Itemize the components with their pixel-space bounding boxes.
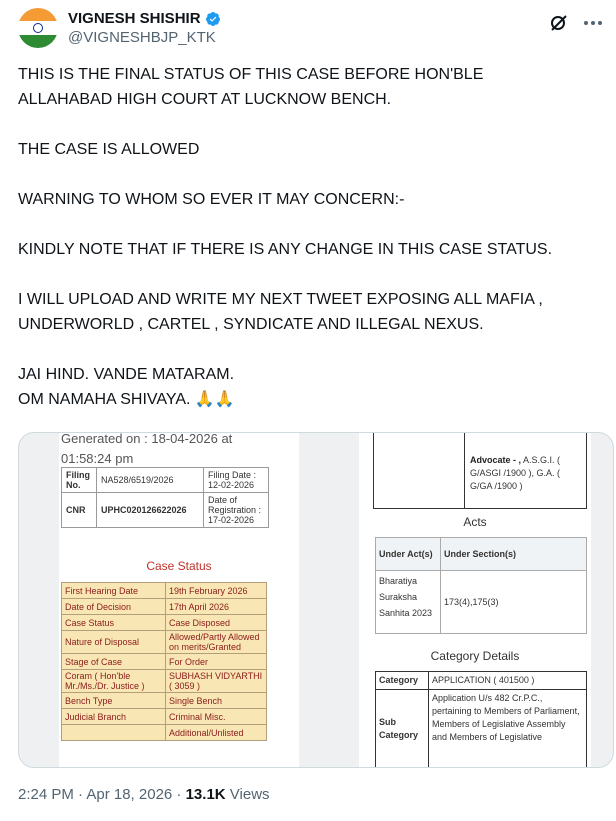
paragraph: JAI HIND. VANDE MATARAM. OM NAMAHA SHIVAYA. 🙏🙏: [18, 366, 235, 408]
avatar[interactable]: [18, 8, 58, 48]
paragraph: THIS IS THE FINAL STATUS OF THIS CASE BEFORE HON'BLE ALLAHABAD HIGH COURT AT LUCKNOW BENCH.: [18, 66, 484, 108]
views-count: 13.1K: [185, 786, 226, 803]
views-label: Views: [225, 786, 270, 803]
acts-table: Under Act(s) Under Section(s) Bharatiya Suraksha Sanhita 2023 173(4),175(3): [375, 537, 587, 634]
paragraph: I WILL UPLOAD AND WRITE MY NEXT TWEET EXPOSING ALL MAFIA , UNDERWORLD , CARTEL , SYNDICATE AND ILLEGAL NEXUS.: [18, 291, 543, 333]
acts-title: Acts: [463, 515, 487, 529]
table-row: First Hearing Date 19th February 2026: [62, 583, 267, 599]
grok-icon[interactable]: [548, 12, 570, 34]
table-row: Judicial Branch Criminal Misc.: [62, 709, 267, 725]
tweet-text: [18, 62, 603, 412]
tweet-header: [18, 8, 604, 54]
table-row: Coram ( Hon'ble Mr./Ms./Dr. Justice ) SUBHASH VIDYARTHI ( 3059 ): [62, 670, 267, 693]
table-row: Nature of Disposal Allowed/Partly Allowed on merits/Granted: [62, 631, 267, 654]
table-row: Bench Type Single Bench: [62, 693, 267, 709]
generated-on: Generated on : 18-04-2026 at 01:58:24 pm: [61, 433, 233, 466]
case-status-screenshot: [59, 433, 299, 767]
category-table: Category APPLICATION ( 401500 ) Sub Category Application U/s 482 Cr.P.C., pertaining to Members of Parliament, Members of Legislative Assembly and Members of Legislative: [375, 671, 587, 767]
display-name[interactable]: VIGNESH SHISHIR: [68, 10, 201, 27]
table-row: Additional/Unlisted: [62, 725, 267, 741]
table-row: Stage of Case For Order: [62, 654, 267, 670]
tweet-meta: [18, 786, 270, 803]
user-handle[interactable]: @VIGNESHBJP_KTK: [68, 29, 216, 46]
attached-image[interactable]: [18, 432, 614, 768]
case-status-table: [61, 582, 267, 741]
table-row: Date of Decision 17th April 2026: [62, 599, 267, 615]
case-status-title: Case Status: [146, 559, 212, 573]
table-row: Case Status Case Disposed: [62, 615, 267, 631]
paragraph: WARNING TO WHOM SO EVER IT MAY CONCERN:-: [18, 191, 405, 208]
more-options-icon[interactable]: [582, 12, 604, 34]
verified-badge-icon: [205, 11, 221, 27]
timestamp-link[interactable]: 2:24 PM · Apr 18, 2026 ·: [18, 786, 186, 803]
paragraph: KINDLY NOTE THAT IF THERE IS ANY CHANGE IN THIS CASE STATUS.: [18, 241, 553, 258]
paragraph: THE CASE IS ALLOWED: [18, 141, 200, 158]
ashoka-chakra-icon: [33, 23, 43, 33]
filing-table: Filing No. NA528/6519/2026 Filing Date : 12-02-2026 CNR UPHC020126622026 Date of Registration : 17-02-2026: [61, 467, 269, 528]
advocate-box: Advocate - , A.S.G.I. ( G/ASGI /1900 ), G.A. ( G/GA /1900 ): [373, 433, 587, 509]
category-title: Category Details: [430, 649, 520, 663]
case-details-screenshot: [359, 433, 591, 767]
